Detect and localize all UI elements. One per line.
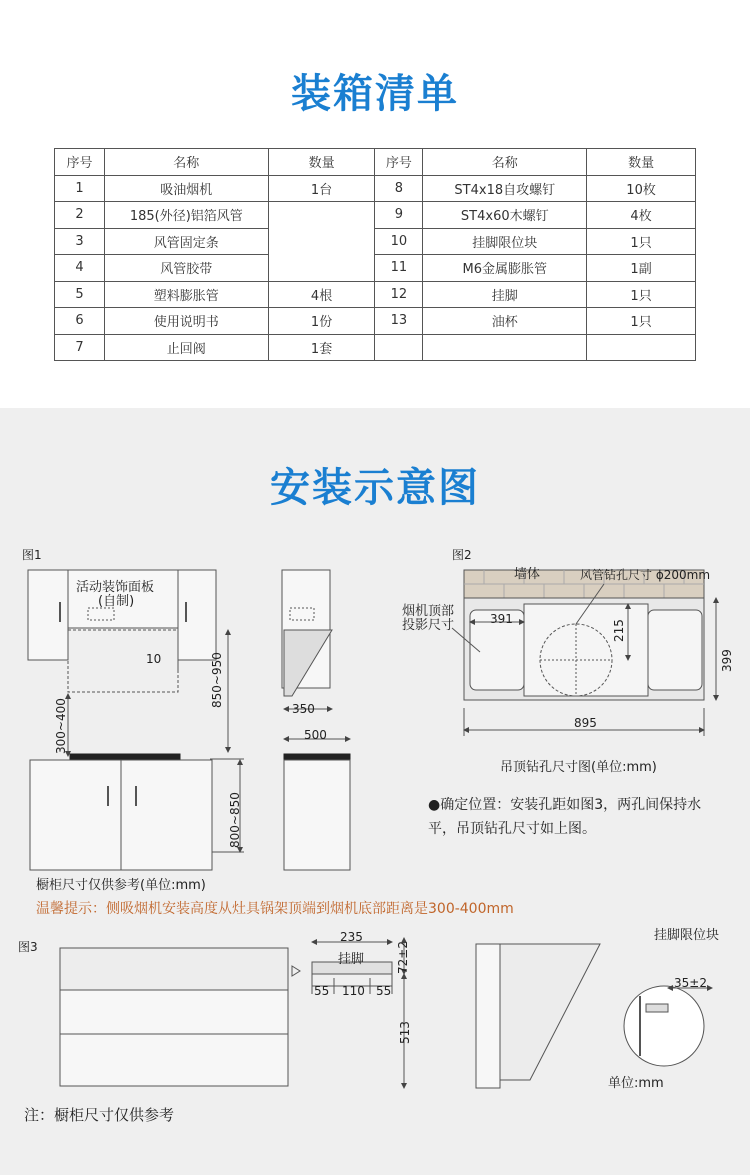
fig2-projection-1: 烟机顶部 <box>402 604 455 619</box>
table-header-row <box>55 149 696 176</box>
figure-1 <box>28 570 350 870</box>
cell-name: 塑料膨胀管 <box>104 281 268 308</box>
table-row <box>55 308 696 335</box>
fig3-bracket: 挂脚 <box>338 952 365 967</box>
cell-qty: 1只 <box>587 228 696 255</box>
cell-name: 风管胶带 <box>104 255 268 282</box>
header-cell: 名称 <box>423 149 587 176</box>
table-row <box>55 255 696 282</box>
header-cell: 名称 <box>104 149 268 176</box>
cell-name: M6金属膨胀管 <box>423 255 587 282</box>
fig2-wall: 墙体 <box>514 567 541 582</box>
fig2-caption: 吊顶钻孔尺寸图(单位:mm) <box>500 760 657 775</box>
figure-2 <box>452 570 716 736</box>
cell-name: 使用说明书 <box>104 308 268 335</box>
table-row <box>55 281 696 308</box>
cell-name: 185(外径)铝箔风管 <box>104 202 268 229</box>
table-row <box>55 202 696 229</box>
fig3-stopper: 挂脚限位块 <box>654 928 720 943</box>
cell-no: 5 <box>55 281 105 308</box>
fig1-caption: 橱柜尺寸仅供参考(单位:mm) <box>36 878 206 893</box>
packing-title: 装箱清单 <box>291 71 459 117</box>
install-diagrams <box>0 408 750 1175</box>
cell-no: 10 <box>375 228 423 255</box>
cell-no: 8 <box>375 175 423 202</box>
cell-name: 挂脚限位块 <box>423 228 587 255</box>
cell-no: 9 <box>375 202 423 229</box>
cell-name: 吸油烟机 <box>104 175 268 202</box>
fig1-dim-300-400: 300~400 <box>54 698 68 754</box>
fig1-dim-500: 500 <box>304 728 327 742</box>
install-tip: 温馨提示：侧吸烟机安装高度从灶具锅架顶端到烟机底部距离是300-400mm <box>36 901 514 917</box>
cell-qty: 1套 <box>268 334 375 361</box>
header-cell: 数量 <box>268 149 375 176</box>
cell-qty: 4枚 <box>587 202 696 229</box>
table-row <box>55 334 696 361</box>
cell-name: 油杯 <box>423 308 587 335</box>
fig3-dim-35: 35±2 <box>674 976 707 990</box>
cell-no: 2 <box>55 202 105 229</box>
table-row <box>55 175 696 202</box>
cell-qty: 10枚 <box>587 175 696 202</box>
fig1-label: 图1 <box>22 548 42 562</box>
fig2-projection-2: 投影尺寸 <box>402 618 455 633</box>
fig3-dim-55b: 55 <box>376 984 392 998</box>
cell-name: 止回阀 <box>104 334 268 361</box>
figure-3 <box>60 938 712 1088</box>
fig1-dim-800-850: 800~850 <box>228 792 242 848</box>
cell-no <box>375 334 423 361</box>
install-title: 安装示意图 <box>270 465 480 511</box>
cell-name: ST4x18自攻螺钉 <box>423 175 587 202</box>
cell-qty: 1副 <box>587 255 696 282</box>
cell-qty: 1台 <box>268 175 375 202</box>
install-note: 注：橱柜尺寸仅供参考 <box>24 1106 175 1124</box>
cell-name: 风管固定条 <box>104 228 268 255</box>
header-cell: 序号 <box>55 149 105 176</box>
fig1-panel-label: 活动装饰面板 <box>76 580 155 595</box>
cell-name: ST4x60木螺钉 <box>423 202 587 229</box>
fig2-dim-391: 391 <box>490 612 513 626</box>
cell-no: 3 <box>55 228 105 255</box>
table-row <box>55 228 696 255</box>
cell-no: 4 <box>55 255 105 282</box>
packing-section <box>0 0 750 408</box>
fig3-dim-513: 513 <box>398 1021 412 1044</box>
fig3-dim-235: 235 <box>340 930 363 944</box>
fig1-dim-10: 10 <box>146 652 162 666</box>
cell-qty: 1只 <box>587 308 696 335</box>
install-section <box>0 408 750 1175</box>
fig1-panel-note: (自制) <box>98 594 135 609</box>
fig1-dim-850-950: 850~950 <box>210 652 224 708</box>
fig3-label: 图3 <box>18 940 38 954</box>
fig2-dim-399: 399 <box>720 649 734 672</box>
cell-name <box>423 334 587 361</box>
fig1-dim-350: 350 <box>292 702 315 716</box>
cell-no: 13 <box>375 308 423 335</box>
fig3-dim-55a: 55 <box>314 984 330 998</box>
cell-no: 1 <box>55 175 105 202</box>
fig3-dim-110: 110 <box>342 984 365 998</box>
cell-no: 6 <box>55 308 105 335</box>
header-cell: 序号 <box>375 149 423 176</box>
cell-qty <box>587 334 696 361</box>
fig2-duct-hole: 风管钻孔尺寸 ϕ200mm <box>580 568 711 582</box>
cell-no: 12 <box>375 281 423 308</box>
cell-qty-merged <box>268 202 375 282</box>
cell-name: 挂脚 <box>423 281 587 308</box>
fig2-dim-215: 215 <box>612 619 626 642</box>
cell-no: 11 <box>375 255 423 282</box>
cell-qty: 1只 <box>587 281 696 308</box>
fig3-dim-72: 72±2 <box>396 941 410 974</box>
fig2-dim-895: 895 <box>574 716 597 730</box>
fig2-label: 图2 <box>452 548 472 562</box>
header-cell: 数量 <box>587 149 696 176</box>
cell-qty: 4根 <box>268 281 375 308</box>
packing-table <box>54 148 696 361</box>
cell-no: 7 <box>55 334 105 361</box>
fig2-note-line2: 平，吊顶钻孔尺寸如上图。 <box>428 821 596 837</box>
fig2-note-line1: ●确定位置：安装孔距如图3，两孔间保持水 <box>428 797 702 813</box>
fig3-unit: 单位:mm <box>608 1076 664 1091</box>
cell-qty: 1份 <box>268 308 375 335</box>
